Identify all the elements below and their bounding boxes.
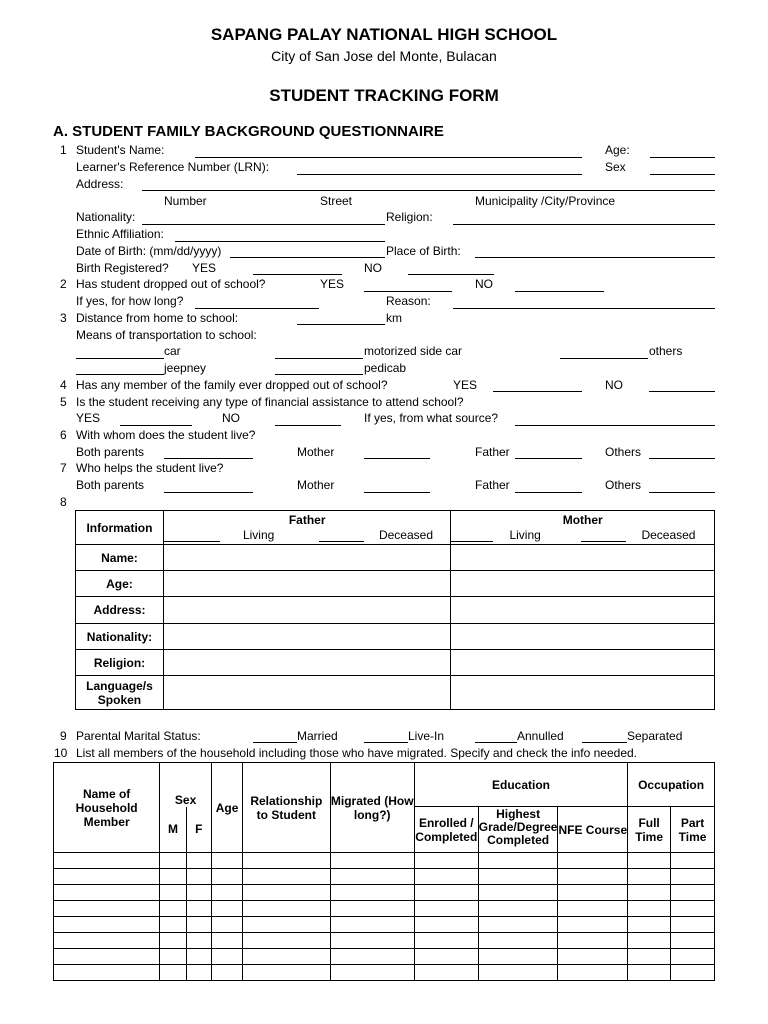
item-number: 3 <box>60 311 67 325</box>
household-cell[interactable] <box>414 901 478 917</box>
row-age-label: Age: <box>76 571 164 597</box>
household-cell[interactable] <box>414 965 478 981</box>
household-table <box>53 762 715 981</box>
household-cell[interactable] <box>558 901 628 917</box>
household-cell[interactable] <box>211 933 242 949</box>
household-cell[interactable] <box>671 965 715 981</box>
household-cell[interactable] <box>54 949 160 965</box>
pob-field[interactable] <box>475 257 715 258</box>
helps-mother-field[interactable] <box>364 492 430 493</box>
row-name-label: Name: <box>76 545 164 571</box>
household-cell[interactable] <box>186 869 211 885</box>
household-name-header: Name of Household Member <box>54 763 160 853</box>
household-cell[interactable] <box>478 965 558 981</box>
household-cell[interactable] <box>478 917 558 933</box>
source-field[interactable] <box>515 425 715 426</box>
household-cell[interactable] <box>160 869 186 885</box>
family-yes-field[interactable] <box>493 391 582 392</box>
live-father-label: Father <box>475 445 510 459</box>
father-religion-cell[interactable] <box>163 650 450 676</box>
others-transport-field[interactable] <box>560 358 648 359</box>
religion-label: Religion: <box>386 210 433 224</box>
address-municipality-caption: Municipality /City/Province <box>475 194 616 208</box>
annulled-field[interactable] <box>475 742 517 743</box>
household-cell[interactable] <box>628 933 671 949</box>
live-both-field[interactable] <box>164 458 253 459</box>
source-label: If yes, from what source? <box>364 411 499 425</box>
household-cell[interactable] <box>628 965 671 981</box>
jeepney-field[interactable] <box>76 374 164 375</box>
sex-field[interactable] <box>650 174 715 175</box>
household-cell[interactable] <box>160 917 186 933</box>
address-field[interactable] <box>142 190 715 191</box>
ethnic-label: Ethnic Affiliation: <box>76 227 164 241</box>
live-mother-field[interactable] <box>364 458 430 459</box>
household-cell[interactable] <box>671 853 715 869</box>
live-others-label: Others <box>605 445 642 459</box>
section-a-title: A. STUDENT FAMILY BACKGROUND QUESTIONNAIRE <box>53 123 444 140</box>
jeepney-label: jeepney <box>164 361 207 375</box>
address-number-caption: Number <box>164 194 207 208</box>
household-cell[interactable] <box>558 885 628 901</box>
father-living-field[interactable] <box>164 541 220 542</box>
household-cell[interactable] <box>54 901 160 917</box>
household-cell[interactable] <box>160 885 186 901</box>
family-no-label: NO <box>605 378 623 392</box>
motorized-field[interactable] <box>275 358 363 359</box>
household-cell[interactable] <box>211 901 242 917</box>
household-cell[interactable] <box>558 917 628 933</box>
birth-no-label: NO <box>364 261 382 275</box>
ethnic-field[interactable] <box>175 241 385 242</box>
live-mother-label: Mother <box>297 445 335 459</box>
household-row <box>54 933 715 949</box>
household-migrated-header: Migrated (How long?) <box>330 763 414 853</box>
household-cell[interactable] <box>330 853 414 869</box>
household-cell[interactable] <box>628 853 671 869</box>
household-cell[interactable] <box>211 965 242 981</box>
student-name-field[interactable] <box>195 157 582 158</box>
helps-mother-label: Mother <box>297 478 335 492</box>
household-age-header: Age <box>211 763 242 853</box>
address-label: Address: <box>76 177 124 191</box>
household-cell[interactable] <box>330 869 414 885</box>
item-number: 4 <box>60 378 67 392</box>
household-cell[interactable] <box>54 965 160 981</box>
household-cell[interactable] <box>414 949 478 965</box>
household-cell[interactable] <box>628 949 671 965</box>
item-number: 5 <box>60 395 67 409</box>
household-full-header: Full Time <box>628 807 671 853</box>
household-cell[interactable] <box>671 917 715 933</box>
father-nationality-cell[interactable] <box>163 624 450 650</box>
household-row <box>54 965 715 981</box>
reason-field[interactable] <box>453 308 715 309</box>
household-cell[interactable] <box>671 901 715 917</box>
household-f-header: F <box>186 807 211 853</box>
household-cell[interactable] <box>160 853 186 869</box>
household-cell[interactable] <box>243 949 330 965</box>
household-cell[interactable] <box>160 949 186 965</box>
household-cell[interactable] <box>186 933 211 949</box>
household-cell[interactable] <box>628 917 671 933</box>
household-cell[interactable] <box>243 853 330 869</box>
household-enrolled-header: Enrolled / Completed <box>414 807 478 853</box>
financial-no-label: NO <box>222 411 240 425</box>
mother-header <box>451 511 715 545</box>
household-row <box>54 949 715 965</box>
helps-father-field[interactable] <box>515 492 582 493</box>
household-cell[interactable] <box>414 933 478 949</box>
sex-label: Sex <box>605 160 626 174</box>
household-cell[interactable] <box>414 885 478 901</box>
separated-field[interactable] <box>582 742 627 743</box>
household-cell[interactable] <box>558 869 628 885</box>
household-cell[interactable] <box>186 853 211 869</box>
livein-field[interactable] <box>364 742 408 743</box>
household-cell[interactable] <box>211 885 242 901</box>
lrn-label: Learner's Reference Number (LRN): <box>76 160 270 174</box>
household-row <box>54 917 715 933</box>
household-nfe-header: NFE Course <box>558 807 628 853</box>
household-cell[interactable] <box>54 917 160 933</box>
dropped-label: Has student dropped out of school? <box>76 277 266 291</box>
household-cell[interactable] <box>243 933 330 949</box>
mother-age-cell[interactable] <box>451 571 715 597</box>
household-cell[interactable] <box>628 901 671 917</box>
dropped-no-label: NO <box>475 277 493 291</box>
mother-header-label: Mother <box>562 513 603 527</box>
household-cell[interactable] <box>243 917 330 933</box>
household-cell[interactable] <box>558 933 628 949</box>
dropped-no-field[interactable] <box>515 291 604 292</box>
marital-label: Parental Marital Status: <box>76 729 201 743</box>
pob-label: Place of Birth: <box>386 244 461 258</box>
row-nationality-label: Nationality: <box>76 624 164 650</box>
household-cell[interactable] <box>478 885 558 901</box>
household-cell[interactable] <box>478 869 558 885</box>
household-cell[interactable] <box>211 869 242 885</box>
household-cell[interactable] <box>186 965 211 981</box>
household-cell[interactable] <box>54 885 160 901</box>
item-number: 1 <box>60 143 67 157</box>
mother-religion-cell[interactable] <box>451 650 715 676</box>
household-cell[interactable] <box>671 885 715 901</box>
item-number: 9 <box>60 729 67 743</box>
father-header-label: Father <box>288 513 326 527</box>
household-sex-header: Sex <box>160 763 212 807</box>
distance-field[interactable] <box>297 324 385 325</box>
annulled-label: Annulled <box>517 729 564 743</box>
live-both-label: Both parents <box>76 445 145 459</box>
pedicab-label: pedicab <box>364 361 407 375</box>
pedicab-field[interactable] <box>275 374 363 375</box>
household-cell[interactable] <box>243 885 330 901</box>
birth-no-field[interactable] <box>408 274 494 275</box>
household-cell[interactable] <box>478 933 558 949</box>
household-cell[interactable] <box>414 869 478 885</box>
married-label: Married <box>297 729 338 743</box>
household-highest-header <box>478 807 558 853</box>
father-age-cell[interactable] <box>163 571 450 597</box>
livein-label: Live-In <box>408 729 445 743</box>
student-name-label: Student's Name: <box>76 143 165 157</box>
helps-others-field[interactable] <box>649 492 715 493</box>
reason-label: Reason: <box>386 294 431 308</box>
household-cell[interactable] <box>671 933 715 949</box>
dob-label: Date of Birth: (mm/dd/yyyy) <box>76 244 222 258</box>
household-cell[interactable] <box>478 949 558 965</box>
financial-yes-field[interactable] <box>120 425 192 426</box>
mother-address-cell[interactable] <box>451 597 715 624</box>
nationality-label: Nationality: <box>76 210 136 224</box>
form-title: STUDENT TRACKING FORM <box>269 86 499 105</box>
lrn-field[interactable] <box>297 174 582 175</box>
household-cell[interactable] <box>186 885 211 901</box>
household-part-header: Part Time <box>671 807 715 853</box>
household-row <box>54 901 715 917</box>
information-header: Information <box>76 511 164 545</box>
birth-registered-label: Birth Registered? <box>76 261 169 275</box>
household-cell[interactable] <box>186 901 211 917</box>
nationality-field[interactable] <box>142 224 385 225</box>
mother-living-field[interactable] <box>451 541 493 542</box>
item-number: 7 <box>60 461 67 475</box>
birth-yes-label: YES <box>192 261 217 275</box>
household-cell[interactable] <box>54 869 160 885</box>
household-cell[interactable] <box>414 917 478 933</box>
school-city: City of San Jose del Monte, Bulacan <box>271 48 497 64</box>
household-cell[interactable] <box>160 965 186 981</box>
household-cell[interactable] <box>414 853 478 869</box>
parents-table <box>75 510 715 710</box>
father-deceased-field[interactable] <box>319 541 364 542</box>
family-dropped-label: Has any member of the family ever dropped out of school? <box>76 378 388 392</box>
father-address-cell[interactable] <box>163 597 450 624</box>
household-cell[interactable] <box>628 885 671 901</box>
household-row <box>54 885 715 901</box>
household-cell[interactable] <box>558 853 628 869</box>
address-street-caption: Street <box>320 194 353 208</box>
birth-yes-field[interactable] <box>253 274 342 275</box>
distance-label: Distance from home to school: <box>76 311 239 325</box>
father-header <box>163 511 450 545</box>
live-father-field[interactable] <box>515 458 582 459</box>
mother-language-cell[interactable] <box>451 676 715 710</box>
age-label: Age: <box>605 143 630 157</box>
household-highest-label: Highest Grade/Degree Completed <box>478 807 558 847</box>
household-cell[interactable] <box>478 901 558 917</box>
financial-label: Is the student receiving any type of financial assistance to attend school? <box>76 395 464 409</box>
household-cell[interactable] <box>211 917 242 933</box>
household-cell[interactable] <box>671 869 715 885</box>
household-occupation-header: Occupation <box>628 763 715 807</box>
family-no-field[interactable] <box>649 391 715 392</box>
household-cell[interactable] <box>330 901 414 917</box>
item-number: 6 <box>60 428 67 442</box>
helps-father-label: Father <box>475 478 510 492</box>
household-cell[interactable] <box>330 885 414 901</box>
household-row <box>54 853 715 869</box>
km-label: km <box>386 311 402 325</box>
household-cell[interactable] <box>558 949 628 965</box>
household-relationship-header: Relationship to Student <box>243 763 330 853</box>
school-name: SAPANG PALAY NATIONAL HIGH SCHOOL <box>210 25 558 44</box>
dob-field[interactable] <box>230 257 385 258</box>
household-cell[interactable] <box>330 949 414 965</box>
mother-nationality-cell[interactable] <box>451 624 715 650</box>
household-cell[interactable] <box>160 901 186 917</box>
household-row <box>54 869 715 885</box>
father-name-cell[interactable] <box>163 545 450 571</box>
financial-no-field[interactable] <box>275 425 341 426</box>
row-religion-label: Religion: <box>76 650 164 676</box>
household-cell[interactable] <box>330 917 414 933</box>
separated-label: Separated <box>627 729 683 743</box>
dropped-yes-label: YES <box>320 277 345 291</box>
household-cell[interactable] <box>54 853 160 869</box>
live-with-label: With whom does the student live? <box>76 428 256 442</box>
household-instruction: List all members of the household including those who have migrated. Specify and check the info needed. <box>76 746 638 760</box>
others-transport-label: others <box>649 344 683 358</box>
household-cell[interactable] <box>211 949 242 965</box>
married-field[interactable] <box>253 742 297 743</box>
helps-label: Who helps the student live? <box>76 461 224 475</box>
household-cell[interactable] <box>211 853 242 869</box>
household-cell[interactable] <box>478 853 558 869</box>
father-language-cell[interactable] <box>163 676 450 710</box>
household-cell[interactable] <box>160 933 186 949</box>
household-cell[interactable] <box>243 901 330 917</box>
dropped-yes-field[interactable] <box>364 291 452 292</box>
household-cell[interactable] <box>243 869 330 885</box>
family-yes-label: YES <box>453 378 478 392</box>
household-cell[interactable] <box>54 933 160 949</box>
household-m-header: M <box>160 807 186 853</box>
row-address-label: Address: <box>76 597 164 624</box>
motorized-label: motorized side car <box>364 344 463 358</box>
household-cell[interactable] <box>186 917 211 933</box>
item-number: 8 <box>60 495 67 509</box>
helps-others-label: Others <box>605 478 642 492</box>
car-label: car <box>164 344 181 358</box>
mother-name-cell[interactable] <box>451 545 715 571</box>
car-field[interactable] <box>76 358 164 359</box>
father-deceased-label: Deceased <box>378 528 433 542</box>
how-long-label: If yes, for how long? <box>76 294 184 308</box>
mother-living-label: Living <box>509 528 541 542</box>
household-cell[interactable] <box>243 965 330 981</box>
transport-label: Means of transportation to school: <box>76 328 257 342</box>
helps-both-field[interactable] <box>164 492 253 493</box>
item-number: 2 <box>60 277 67 291</box>
financial-yes-label: YES <box>76 411 101 425</box>
mother-deceased-label: Deceased <box>641 528 696 542</box>
how-long-field[interactable] <box>195 308 319 309</box>
household-cell[interactable] <box>671 949 715 965</box>
helps-both-label: Both parents <box>76 478 145 492</box>
household-cell[interactable] <box>330 933 414 949</box>
item-number: 10 <box>54 746 68 760</box>
household-cell[interactable] <box>186 949 211 965</box>
live-others-field[interactable] <box>649 458 715 459</box>
household-cell[interactable] <box>330 965 414 981</box>
household-cell[interactable] <box>628 869 671 885</box>
household-cell[interactable] <box>558 965 628 981</box>
religion-field[interactable] <box>453 224 715 225</box>
household-education-header: Education <box>414 763 627 807</box>
mother-deceased-field[interactable] <box>581 541 626 542</box>
age-field[interactable] <box>650 157 715 158</box>
father-living-label: Living <box>242 528 275 542</box>
row-language-label: Language/s Spoken <box>76 676 164 710</box>
